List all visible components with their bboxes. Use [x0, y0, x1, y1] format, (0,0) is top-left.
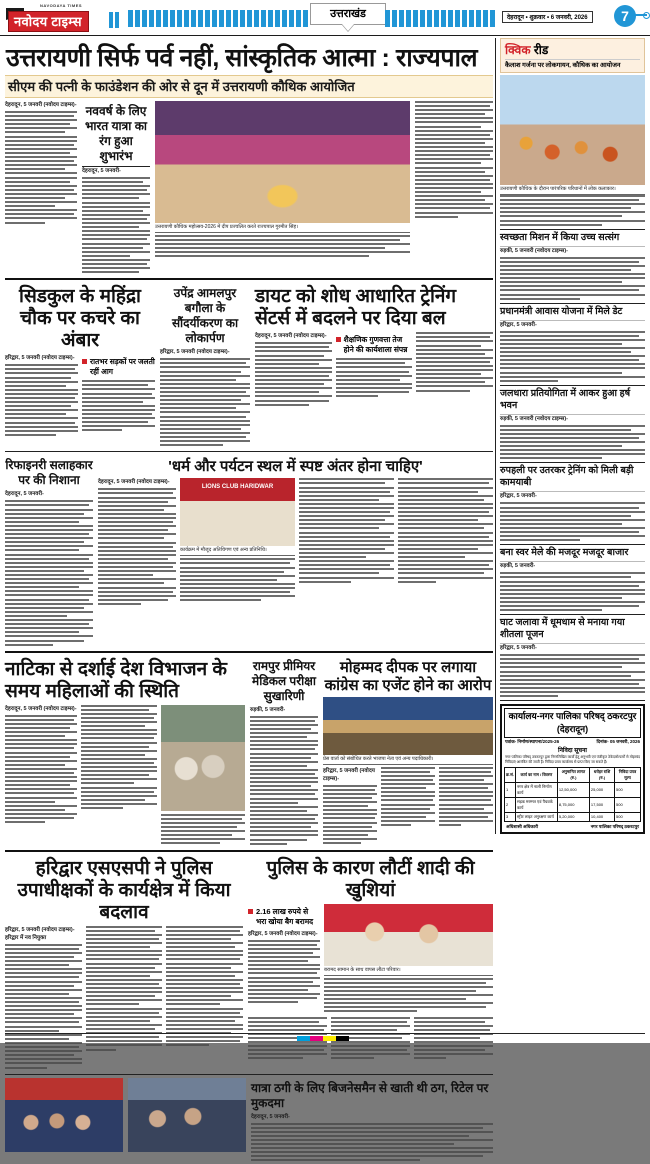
story-sidcul-headline[interactable]: सिडकुल के महिंद्रा चौक पर कचरे का अंबार: [19, 286, 141, 352]
story-sidcul: [5, 283, 155, 448]
story-natika-c1: [5, 705, 77, 847]
lead-col-text-left: [5, 101, 77, 275]
story-amblapur-dateline: हरिद्वार, 5 जनवरी (नवोदय टाइम्स)-: [160, 349, 230, 356]
rail-story-0-dateline: रुड़की, 5 जनवरी (नवोदय टाइम्स)-: [500, 247, 568, 254]
ad-r1c1: सड़क मरम्मत एवं पैचवर्क कार्य: [516, 798, 558, 813]
ad-r1c0: 2: [505, 798, 516, 813]
advertisement-box: [500, 704, 645, 834]
fourth-band: [5, 656, 493, 847]
story-mohammad-c1: [323, 767, 377, 846]
ad-title: निविदा सूचना: [558, 748, 587, 755]
story-yatra-headline[interactable]: यात्रा ठगी के लिए बिजनेसमैन से खाती थी ठग, रिटेल पर मुकदमा: [251, 1080, 489, 1110]
story-ssp: [5, 855, 243, 1071]
ad-th-2: अनुमानित लागत (रु.): [557, 768, 589, 783]
lead-text-kicker: [82, 177, 150, 273]
story-dharm-text-3: [299, 478, 394, 582]
story-sidcul-c1: [5, 354, 78, 438]
story-police-bullet: 2.16 लाख रुपये से भरा खोया बैग बरामद: [248, 907, 320, 927]
rail-story-2-headline[interactable]: जलधारा प्रतियोगिता में आकर हुआ हर्ष भवन: [500, 385, 645, 415]
ad-r0c4: 500: [615, 783, 641, 798]
ad-th-1: कार्य का नाम / विवरण: [516, 768, 558, 783]
ad-ref-right: दिनांक- 05 जनवरी, 2026: [596, 739, 640, 745]
main-column: [5, 38, 493, 1164]
story-diet-c1: [255, 332, 332, 408]
story-police-photo-wrap: [324, 904, 493, 1015]
ad-sign-left: अधिशासी अधिकारी: [506, 824, 539, 830]
quick-read-photo-caption: उत्तरायणी कौथिक के दौरान पारंपरिक परिधानों में लोक कलाकार।: [500, 185, 645, 195]
ad-r0c1: नगर क्षेत्र में नाली निर्माण कार्य: [516, 783, 558, 798]
cmyk-registration-marks: [297, 1036, 349, 1041]
page-number-tail: [635, 14, 647, 16]
lead-photo-caption: उत्तरायणी कौथिक महोत्सव-2026 में दीप प्रज्वलित करते राज्यपाल गुरमीत सिंह।: [155, 223, 410, 233]
story-ssp-c1: [5, 926, 82, 1071]
table-row: [505, 798, 641, 813]
story-dharm-text-4: [398, 478, 493, 582]
story-dharm-dateline: देहरादून, 5 जनवरी (नवोदय टाइम्स)-: [98, 479, 170, 486]
lead-story-columns: [5, 101, 493, 275]
story-dharm-photo: [180, 478, 295, 546]
story-ssp-cols: [5, 926, 243, 1071]
story-dharm-headline[interactable]: 'धर्म और पर्यटन स्थल में स्पष्ट अंतर होना चाहिए': [168, 458, 423, 476]
story-yatra-thagi: [251, 1078, 493, 1164]
logo-kicker: NAVODAYA TIMES: [40, 3, 83, 8]
story-police-text-5: [414, 1017, 493, 1060]
story-ssp-text-1: [5, 944, 82, 1069]
story-dharm-c4: [398, 478, 493, 607]
story-police-headline[interactable]: पुलिस के कारण लौटीं शादी की खुशियां: [266, 857, 475, 901]
ad-r0c0: 1: [505, 783, 516, 798]
lead-text-right: [415, 101, 493, 218]
story-refinery-text: [5, 500, 93, 645]
dateline-box: देहरादून • शुक्रवार • 6 जनवरी, 2026: [502, 11, 593, 23]
rail-text-block-4: [500, 502, 645, 541]
story-diet-c2: [336, 332, 413, 408]
rail-text-block-2: [500, 331, 645, 382]
story-mohammad-text-1: [323, 785, 377, 844]
story-natika-cols: [5, 705, 245, 847]
fifth-band: [5, 855, 493, 1071]
ad-signature-row: [504, 822, 641, 830]
story-sidcul-callout: रातभर सड़कों पर जलती रहीं आग: [82, 357, 155, 377]
logo-bars-icon: [109, 12, 119, 28]
story-diet-text-3: [416, 332, 493, 391]
story-sidcul-cols: [5, 354, 155, 438]
story-amblapur-headline[interactable]: उपेंद्र आमलपुर बगौला के सौंदर्यीकरण का लोकार्पण: [171, 286, 239, 346]
story-diet-c3: [416, 332, 493, 408]
lead-subhead: सीएम की पत्नी के फाउंडेशन की ओर से दून में उत्तरायणी कौथिक आयोजित: [5, 75, 493, 98]
story-amblapur-text: [160, 358, 250, 446]
band4-divider: [5, 850, 493, 852]
lead-side-kicker[interactable]: नववर्ष के लिए भारत यात्रा का रंग हुआ शुभारंभ: [82, 101, 150, 167]
story-rampur: [250, 656, 318, 847]
story-sidcul-text-1: [5, 364, 78, 436]
rail-text-block-0: [500, 195, 645, 226]
bottom-photo-2-wrap: [128, 1078, 246, 1164]
story-police-c5: [414, 1017, 493, 1062]
rail-story-1-headline[interactable]: प्रधानमंत्री आवास योजना में मिले डेट: [500, 303, 645, 321]
ad-th-0: क्र.सं.: [505, 768, 516, 783]
lead-dateline: देहरादून, 5 जनवरी (नवोदय टाइम्स)-: [5, 102, 77, 108]
story-amblapur: [160, 283, 250, 448]
story-rampur-headline[interactable]: रामपुर प्रीमियर मेडिकल परीक्षा सुखारिणी: [252, 658, 316, 703]
story-rampur-text: [250, 716, 318, 845]
quick-read-title-red: क्विक: [505, 43, 531, 57]
story-diet-dateline: देहरादून, 5 जनवरी (नवोदय टाइम्स)-: [255, 333, 327, 340]
ad-r2c1: स्ट्रीट लाइट अनुरक्षण कार्य: [516, 813, 558, 822]
table-row: [505, 813, 641, 822]
story-natika-photo: [161, 705, 245, 811]
story-dharm-c1: [98, 478, 176, 607]
story-natika-text-2: [81, 705, 157, 809]
newspaper-logo[interactable]: [6, 4, 121, 32]
quick-read-photo: [500, 75, 645, 185]
story-diet-text-2: [336, 358, 413, 397]
story-ssp-text-3: [166, 926, 243, 1047]
masthead-bar-strip-right: [385, 10, 495, 27]
story-mohammad: [323, 656, 493, 847]
story-dharm-c3: [299, 478, 394, 607]
quick-read-title: [505, 41, 640, 58]
story-mohammad-photo-caption: प्रेस वार्ता को संबोधित करते भाजपा नेता एवं अन्य पदाधिकारी।: [323, 755, 493, 765]
ad-r1c2: 8,75,000: [557, 798, 589, 813]
story-mohammad-cols: [323, 767, 493, 846]
ad-office-title: कार्यालय-नगर पालिका परिषद् ठकरटपुर (देहरादून): [504, 708, 641, 738]
lead-photo-wrap: [155, 101, 410, 275]
story-ssp-c3: [166, 926, 243, 1071]
rail-text-block-6: [500, 654, 645, 697]
bottom-photo-1: [5, 1078, 123, 1152]
story-mohammad-dateline: हरिद्वार, 5 जनवरी (नवोदय टाइम्स)-: [323, 767, 375, 782]
ad-r0c3: 25,000: [589, 783, 614, 798]
story-diet-text-1: [255, 342, 332, 405]
story-refinery-headline[interactable]: रिफाइनरी सलाहकार पर की निशाना: [5, 458, 93, 488]
story-natika-text-1: [5, 715, 77, 823]
lead-col-right: [415, 101, 493, 275]
ad-ref-left: पत्रांक- निर्माण/स्थापना/2025-26: [505, 739, 560, 745]
story-police-cols: [248, 904, 493, 1015]
ad-r1c3: 17,500: [589, 798, 614, 813]
story-police-c1: [248, 904, 320, 1015]
rail-text-block-3: [500, 425, 645, 460]
section-tab-uttarakhand[interactable]: उत्तराखंड: [310, 3, 386, 25]
story-natika-dateline: देहरादून, 5 जनवरी (नवोदय टाइम्स)-: [5, 705, 77, 712]
story-dharm-text-2: [180, 558, 295, 601]
lead-col-kicker: [82, 101, 150, 275]
story-diet-bullet: शैक्षणिक गुणवत्ता तेज होने की कार्यशाला संपन्न: [336, 335, 413, 355]
quick-read-caption: कैलाश गर्जना पर लोकगायन, कौथिक का आयोजन: [505, 59, 640, 70]
ad-tender-table: [504, 767, 641, 822]
page-number-badge: 7: [614, 5, 636, 27]
lead-photo: [155, 101, 410, 223]
ad-th-4: निविदा प्रपत्र मूल्य: [615, 768, 641, 783]
story-yatra-text: [251, 1123, 493, 1162]
lions-club-banner-text: LIONS CLUB HARIDWAR: [201, 484, 274, 491]
story-refinery-dateline: देहरादून, 5 जनवरी-: [5, 491, 44, 498]
story-yatra-dateline: देहरादून, 5 जनवरी-: [251, 1113, 290, 1120]
ad-th-3: धरोहर राशि (रु.): [589, 768, 614, 783]
band2-divider: [5, 451, 493, 452]
logo-wordmark: नवोदय टाइम्स: [8, 11, 89, 32]
story-natika: [5, 656, 245, 847]
rail-story-1-dateline: हरिद्वार, 5 जनवरी-: [500, 321, 537, 328]
ad-r2c3: 10,400: [589, 813, 614, 822]
lead-text-under-photo: [155, 235, 410, 257]
story-dharm-cols: [98, 478, 493, 607]
bottom-band: [5, 1078, 493, 1164]
page-body: [0, 36, 650, 1164]
rail-story-3-dateline: हरिद्वार, 5 जनवरी-: [500, 493, 537, 500]
lead-headline[interactable]: उत्तरायणी सिर्फ पर्व नहीं, सांस्कृतिक आत्मा : राज्यपाल: [6, 44, 478, 72]
story-sidcul-text-2: [82, 380, 155, 431]
lead-side-dateline: देहरादून, 5 जनवरी-: [82, 168, 121, 174]
story-police-photo-caption: बरामद सामान के साथ वापस लौटा परिवार।: [324, 966, 493, 976]
rail-story-5-dateline: हरिद्वार, 5 जनवरी-: [500, 645, 537, 652]
ad-reference-row: [504, 738, 641, 745]
ad-r2c4: 500: [615, 813, 641, 822]
story-mohammad-c3: [439, 767, 493, 846]
story-natika-photo-wrap: [161, 705, 245, 847]
story-police-photo: [324, 904, 493, 966]
bottom-photo-2: [128, 1078, 246, 1152]
ad-r2c0: 3: [505, 813, 516, 822]
table-row: [505, 783, 641, 798]
right-rail: [495, 38, 645, 834]
footer-divider: [5, 1033, 645, 1034]
story-sidcul-dateline: हरिद्वार, 5 जनवरी (नवोदय टाइम्स)-: [5, 355, 75, 362]
story-diet-headline[interactable]: डायट को शोध आधारित ट्रेनिंग सेंटर्स में बदलने पर दिया बल: [255, 286, 457, 330]
story-police-lower-cols: [248, 1017, 493, 1062]
lead-text-left: [5, 111, 77, 224]
story-dharm-photo-caption: कार्यक्रम में मौजूद अतिथिगण एवं अन्य प्रतिनिधि।: [180, 546, 295, 556]
story-dharm-photo-wrap: [180, 478, 295, 607]
story-dharm: [98, 455, 493, 647]
rail-story-4-headline[interactable]: बना स्वर मेले की मजदूर मजदूर बाजार: [500, 544, 645, 562]
rail-story-0-headline[interactable]: स्वच्छता मिशन में किया उच्च सत्संग: [500, 229, 645, 247]
band5-divider: [5, 1074, 493, 1075]
third-band: [5, 455, 493, 647]
band3-divider: [5, 651, 493, 653]
story-ssp-headline[interactable]: हरिद्वार एसएसपी ने पुलिस उपाधीक्षकों के कार्यक्षेत्र में किया बदलाव: [17, 857, 231, 923]
story-sidcul-c2: [82, 354, 155, 438]
bottom-photo-1-wrap: [5, 1078, 123, 1164]
rail-text-block-1: [500, 257, 645, 300]
masthead: [0, 0, 650, 36]
lead-divider: [5, 278, 493, 280]
story-dharm-text-1: [98, 488, 176, 605]
story-police-shaadi: [248, 855, 493, 1071]
rail-story-5-headline[interactable]: घाट जलावा में धूमधाम से मनाया गया शीतला पूजन: [500, 614, 645, 644]
story-mohammad-headline[interactable]: मोहम्मद दीपक पर लगाया कांग्रेस का एजेंट होने का आरोप: [324, 658, 492, 694]
rail-story-2-dateline: रुड़की, 5 जनवरी (नवोदय टाइम्स)-: [500, 415, 568, 422]
ad-table-header-row: [505, 768, 641, 783]
story-ssp-text-2: [86, 926, 163, 1051]
story-mohammad-text-2: [381, 767, 435, 826]
story-diet: [255, 283, 493, 448]
story-police-text-2: [324, 978, 493, 1013]
story-natika-headline[interactable]: नाटिका से दर्शाई देश विभाजन के समय महिलाओं की स्थिति: [5, 658, 227, 702]
ad-r0c2: 12,50,000: [557, 783, 589, 798]
story-police-text-1: [248, 940, 320, 1003]
story-mohammad-text-3: [439, 767, 493, 826]
ad-body-text: नगर पालिका परिषद् ठकरटपुर द्वारा निम्नलिखित कार्यों हेतु अनुभवी एवं पंजीकृत ठेकेदारों/फर्मों से मोहरबंद निविदाएं आमंत्रित की जाती हैं। निविदा प्रपत्र कार्यालय से प्राप्त किए जा सकते हैं।: [505, 755, 640, 765]
ad-r2c2: 5,20,000: [557, 813, 589, 822]
second-band: [5, 283, 493, 448]
ad-r1c4: 500: [615, 798, 641, 813]
quick-read-title-black: रीड: [533, 43, 549, 57]
rail-story-3-headline[interactable]: रुपहली पर उतरकर ट्रेनिंग को मिली बड़ी कामयाबी: [500, 462, 645, 492]
story-refinery: [5, 455, 93, 647]
story-mohammad-photo: [323, 697, 493, 755]
story-police-dateline: हरिद्वार, 5 जनवरी (नवोदय टाइम्स)-: [248, 930, 318, 937]
masthead-bar-strip-left: [128, 10, 310, 27]
story-mohammad-c2: [381, 767, 435, 846]
story-natika-c2: [81, 705, 157, 847]
rail-text-block-5: [500, 572, 645, 611]
quick-read-box: [500, 38, 645, 73]
story-diet-cols: [255, 332, 493, 408]
rail-divider: [500, 700, 645, 701]
story-natika-text-3: [161, 814, 245, 845]
story-rampur-dateline: रुड़की, 5 जनवरी-: [250, 706, 286, 713]
story-ssp-c2: [86, 926, 163, 1071]
ad-sign-right: नगर पालिका परिषद् ठकरटपुर: [590, 824, 639, 830]
story-ssp-dateline: हरिद्वार, 5 जनवरी (नवोदय टाइम्स)- हरिद्वार में नव नियुक्त: [5, 926, 75, 941]
rail-story-4-dateline: रुड़की, 5 जनवरी-: [500, 563, 536, 570]
